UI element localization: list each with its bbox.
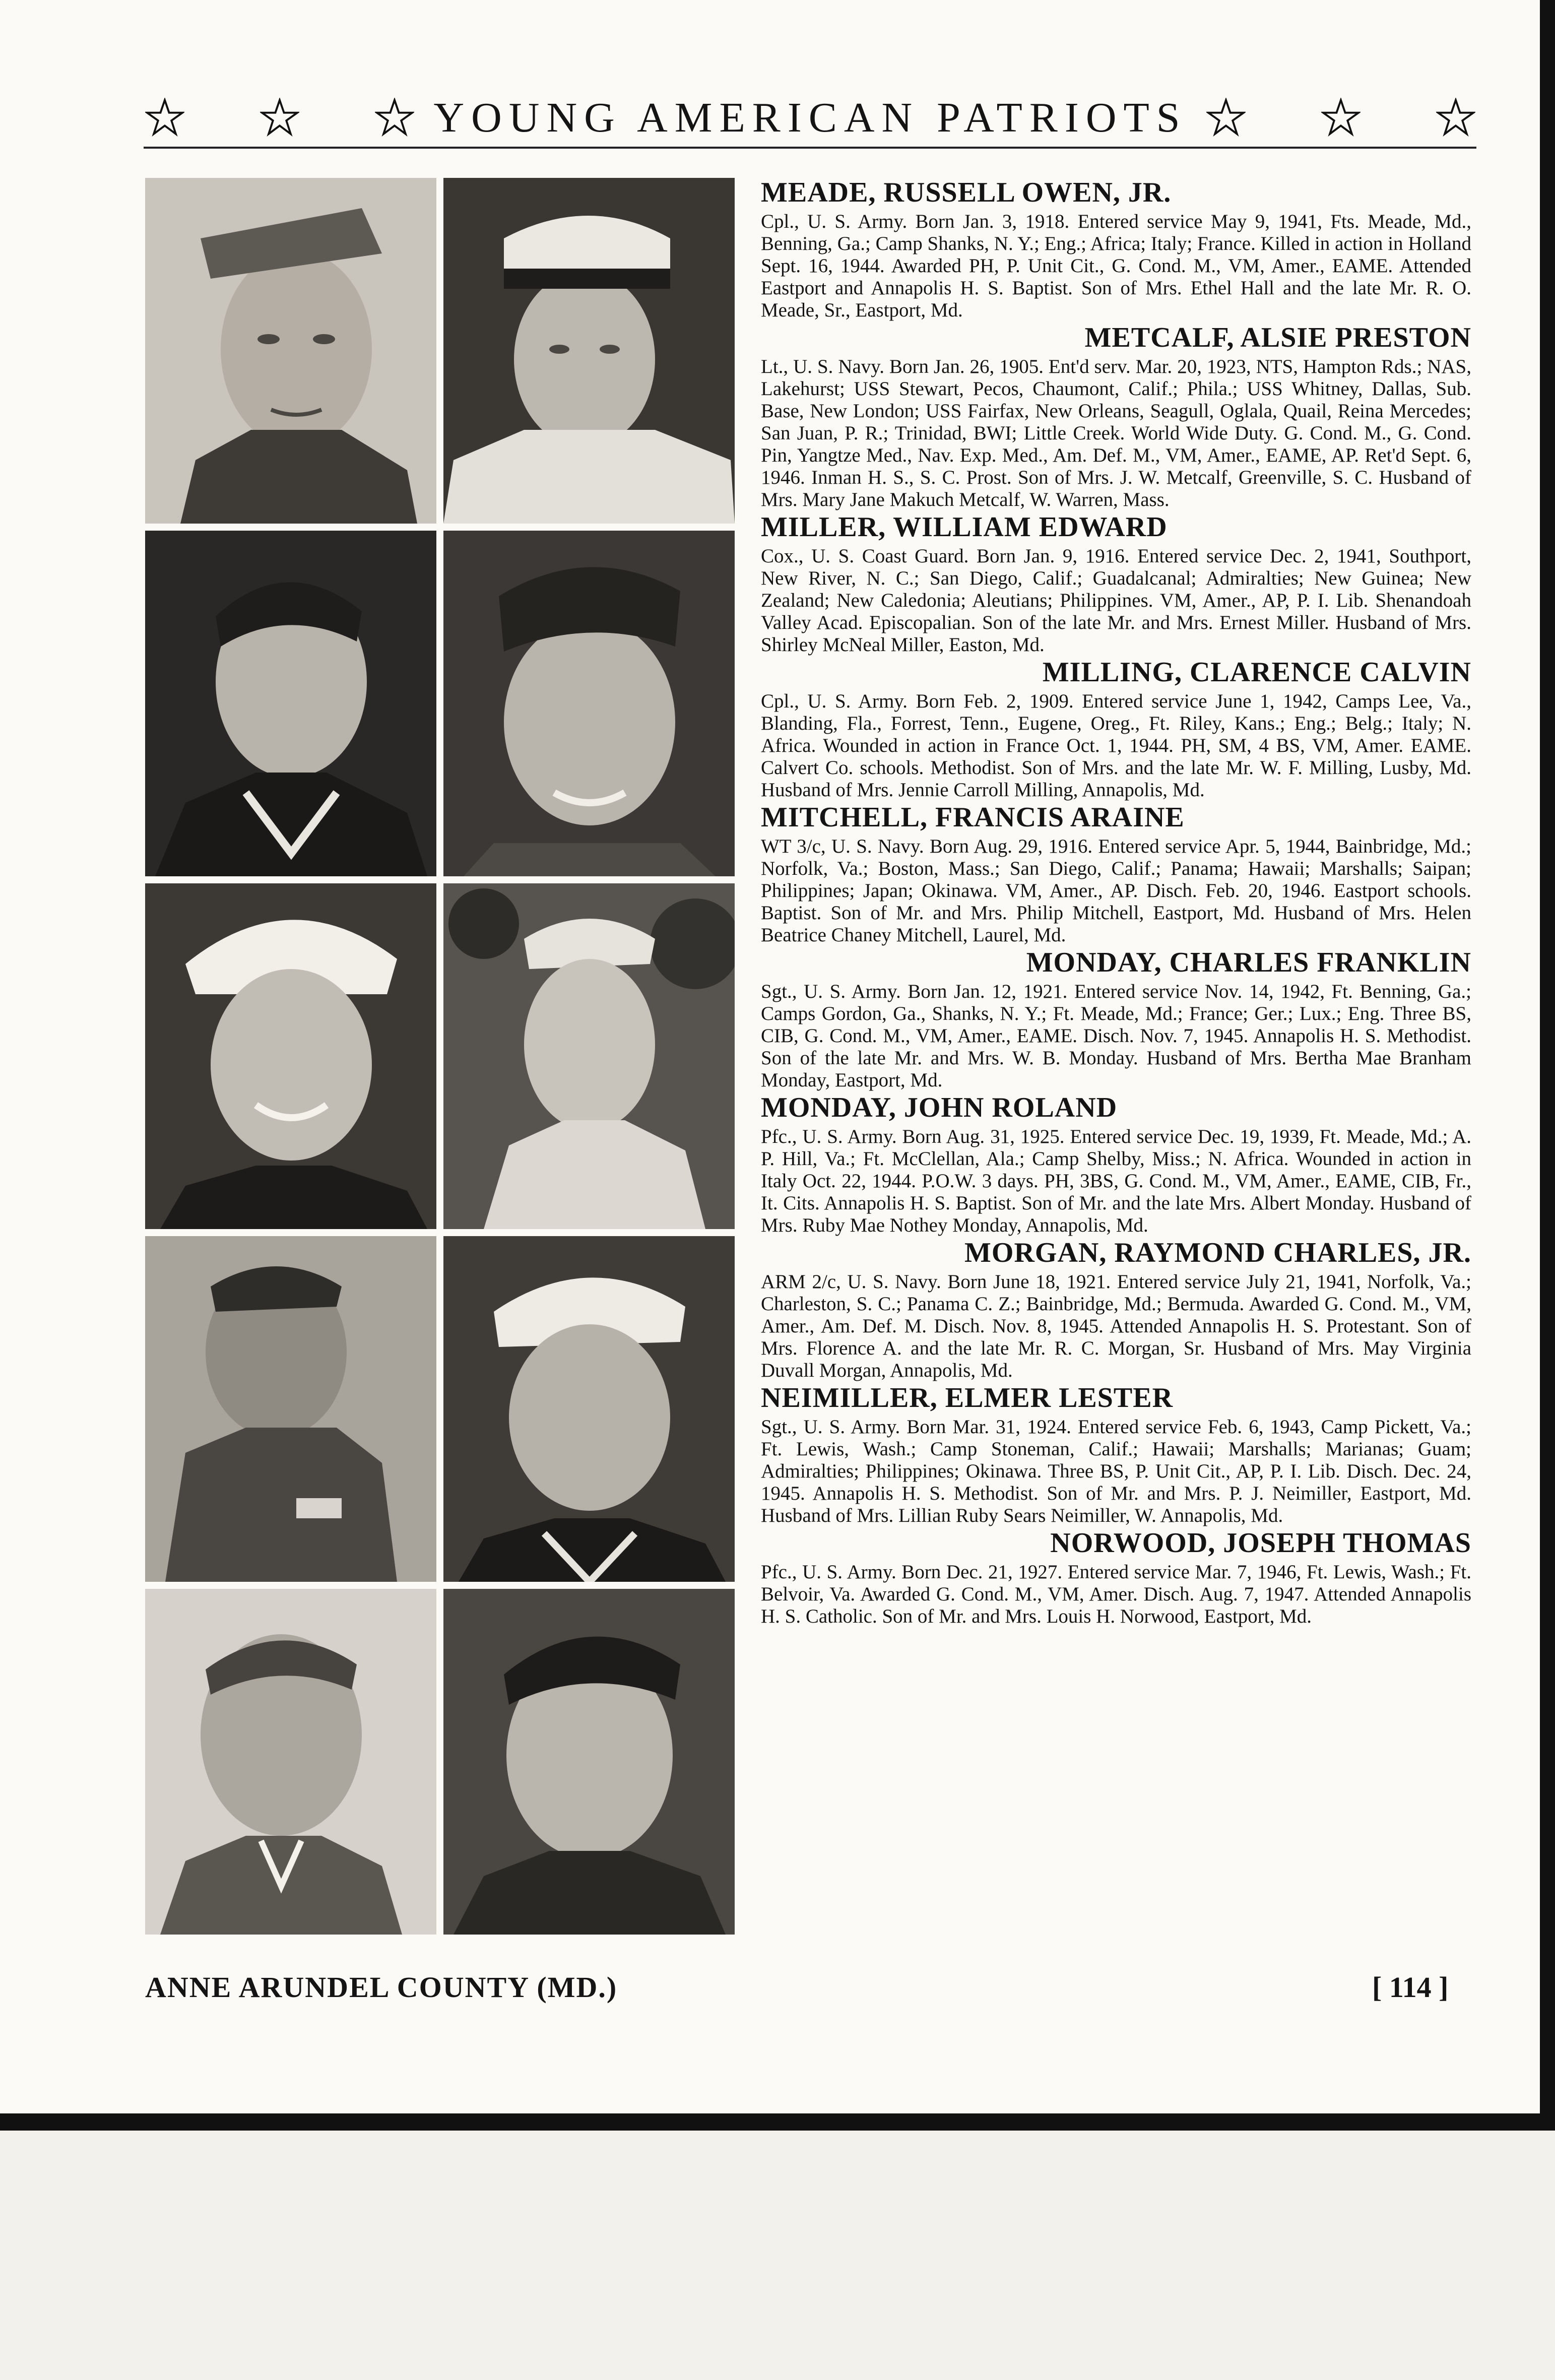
entry-name: NEIMILLER, ELMER LESTER (761, 1382, 1174, 1413)
bio-entry (761, 511, 1471, 656)
page-title: YOUNG AMERICAN PATRIOTS (433, 94, 1187, 141)
portrait-photo (145, 1236, 436, 1582)
star-outline-icon (260, 98, 299, 137)
entry-bio: Sgt., U. S. Army. Born Jan. 12, 1921. Entered service Nov. 14, 1942, Ft. Benning, Ga.; Camps Gordon, Ga., Shanks, N. Y.; Ft. Meade, Md.; France; Ger.; Lux.; Eng. Three BS, CIB, G. Cond. M., VM, Amer., EAME. Disch. Nov. 7, 1945. Annapolis H. S. Methodist. Son of the late Mr. and Mrs. W. B. Monday. Husband of Mrs. Bertha Mae Branham Monday, Eastport, Md. (761, 981, 1471, 1091)
portrait-photo (443, 1589, 735, 1935)
bio-entry (761, 176, 1471, 321)
entry-name: NORWOOD, JOSEPH THOMAS (1050, 1527, 1471, 1559)
header-stars-right (1206, 98, 1475, 137)
bio-entry (761, 656, 1471, 801)
star-outline-icon (1436, 98, 1475, 137)
portrait-photo (443, 178, 735, 524)
entry-name: MEADE, RUSSELL OWEN, JR. (761, 177, 1172, 208)
footer-county: ANNE ARUNDEL COUNTY (MD.) (145, 1971, 618, 2004)
header-rule (144, 147, 1476, 149)
entry-bio: Cox., U. S. Coast Guard. Born Jan. 9, 1916. Entered service Dec. 2, 1941, Southport, New River, N. C.; San Diego, Calif.; Guadalcanal; Admiralties; New Guinea; New Zealand; New Caledonia; Aleutians; Philippines. VM, Amer., AP, P. I. Lib. Shenandoah Valley Acad. Episcopalian. Son of the late Mr. and Mrs. Ernest Miller. Husband of Mrs. Shirley McNeal Miller, Easton, Md. (761, 545, 1471, 656)
entry-name: MITCHELL, FRANCIS ARAINE (761, 802, 1185, 833)
portrait-photo (145, 178, 436, 524)
star-outline-icon (375, 98, 414, 137)
photo-grid (145, 178, 735, 2380)
bio-entry (761, 1091, 1471, 1237)
bio-entry (761, 946, 1471, 1091)
portrait-photo (443, 883, 735, 1229)
entry-bio: Lt., U. S. Navy. Born Jan. 26, 1905. Ent'd serv. Mar. 20, 1923, NTS, Hampton Rds.; NAS, Lakehurst; USS Stewart, Pecos, Chaumont, Calif.; Phila.; USS Whitney, Dallas, Sub. Base, New London; USS Fairfax, New Orleans, Seagull, Oglala, Quail, Reina Mercedes; San Juan, P. R.; Trinidad, BWI; Little Creek. World Wide Duty. G. Cond. M., G. Cond. Pin, Yangtze Med., Nav. Exp. Med., Am. Def. M., VM, Amer., EAME, AP. Ret'd Sept. 6, 1946. Inman H. S., S. C. Prost. Son of Mrs. J. W. Metcalf, Greenville, S. C. Husband of Mrs. Mary Jane Makuch Metcalf, W. Warren, Mass. (761, 356, 1471, 510)
bio-entry (761, 1382, 1471, 1527)
entry-bio: Pfc., U. S. Army. Born Aug. 31, 1925. Entered service Dec. 19, 1939, Ft. Meade, Md.; A. P. Hill, Va.; Ft. McClellan, Ala.; Camp Shelby, Miss.; N. Africa. Wounded in action in Italy Oct. 22, 1944. P.O.W. 3 days. PH, 3BS, G. Cond. M., VM, Amer., EAME, CIB, Fr., It. Cits. Annapolis H. S. Baptist. Son of Mr. and the late Mrs. Albert Monday. Husband of Mrs. Ruby Mae Nothey Monday, Annapolis, Md. (761, 1126, 1471, 1236)
portrait-photo (145, 1589, 436, 1935)
entry-bio: Cpl., U. S. Army. Born Feb. 2, 1909. Entered service June 1, 1942, Camps Lee, Va., Blanding, Fla., Forrest, Tenn., Eugene, Oreg., Ft. Riley, Kans.; Eng.; Belg.; Italy; N. Africa. Wounded in action in France Oct. 1, 1944. PH, SM, 4 BS, VM, Amer. EAME. Calvert Co. schools. Methodist. Son of Mrs. and the late Mr. W. F. Milling, Lusby, Md. Husband of Mrs. Jennie Carroll Milling, Annapolis, Md. (761, 690, 1471, 801)
portrait-photo (145, 883, 436, 1229)
bio-entry (761, 801, 1471, 946)
star-outline-icon (1206, 98, 1246, 137)
entry-bio: ARM 2/c, U. S. Navy. Born June 18, 1921. Entered service July 21, 1941, Norfolk, Va.; Charleston, S. C.; Panama C. Z.; Bainbridge, Md.; Bermuda. Awarded G. Cond. M., VM, Amer., Am. Def. M. Disch. Nov. 8, 1945. Attended Annapolis H. S. Protestant. Son of Mrs. Florence A. and the late Mr. R. C. Morgan, Sr. Husband of Mrs. May Virginia Duvall Morgan, Annapolis, Md. (761, 1271, 1471, 1381)
entry-bio: Cpl., U. S. Army. Born Jan. 3, 1918. Entered service May 9, 1941, Fts. Meade, Md., Benning, Ga.; Camp Shanks, N. Y.; Eng.; Africa; Italy; France. Killed in action in Holland Sept. 16, 1944. Awarded PH, P. Unit Cit., G. Cond. M., VM, Amer., EAME. Attended Eastport and Annapolis H. S. Baptist. Son of Mrs. Ethel Hall and the late Mr. R. O. Meade, Sr., Eastport, Md. (761, 211, 1471, 321)
bio-entry (761, 321, 1471, 511)
footer-page-number: [ 114 ] (1372, 1971, 1449, 2004)
portrait-photo (145, 531, 436, 876)
entry-bio: Sgt., U. S. Army. Born Mar. 31, 1924. Entered service Feb. 6, 1943, Camp Pickett, Va.; Ft. Lewis, Wash.; Camp Stoneman, Calif.; Hawaii; Marshalls; Marianas; Guam; Admiralties; Philippines; Okinawa. Three BS, P. Unit Cit., AP, P. I. Lib. Disch. Dec. 24, 1945. Annapolis H. S. Methodist. Son of Mr. and Mrs. P. J. Neimiller, Eastport, Md. Husband of Mrs. Lillian Ruby Sears Neimiller, W. Annapolis, Md. (761, 1416, 1471, 1526)
biography-column (761, 176, 1471, 1628)
entry-name: METCALF, ALSIE PRESTON (1084, 322, 1471, 353)
entry-bio: WT 3/c, U. S. Navy. Born Aug. 29, 1916. Entered service Apr. 5, 1944, Bainbridge, Md.; Norfolk, Va.; Boston, Mass.; San Diego, Calif.; Panama; Hawaii; Marshalls; Saipan; Philippines; Japan; Okinawa. VM, Amer., AP. Disch. Feb. 20, 1946. Eastport schools. Baptist. Son of Mr. and Mrs. Philip Mitchell, Eastport, Md. Husband of Mrs. Helen Beatrice Chaney Mitchell, Laurel, Md. (761, 835, 1471, 946)
bio-entry (761, 1237, 1471, 1382)
entry-name: MILLING, CLARENCE CALVIN (1042, 657, 1471, 688)
entry-name: MORGAN, RAYMOND CHARLES, JR. (964, 1237, 1471, 1268)
entry-bio: Pfc., U. S. Army. Born Dec. 21, 1927. Entered service Mar. 7, 1946, Ft. Lewis, Wash.; Ft. Belvoir, Va. Awarded G. Cond. M., VM, Amer. Disch. Aug. 7, 1947. Attended Annapolis H. S. Catholic. Son of Mr. and Mrs. Louis H. Norwood, Eastport, Md. (761, 1561, 1471, 1627)
portrait-photo (443, 1236, 735, 1582)
entry-name: MILLER, WILLIAM EDWARD (761, 511, 1168, 543)
header-stars-left (145, 98, 414, 137)
portrait-photo (443, 531, 735, 876)
entry-name: MONDAY, CHARLES FRANKLIN (1026, 947, 1471, 978)
star-outline-icon (145, 98, 184, 137)
page-header (145, 90, 1475, 145)
bio-entry (761, 1527, 1471, 1628)
star-outline-icon (1321, 98, 1360, 137)
entry-name: MONDAY, JOHN ROLAND (761, 1092, 1118, 1123)
